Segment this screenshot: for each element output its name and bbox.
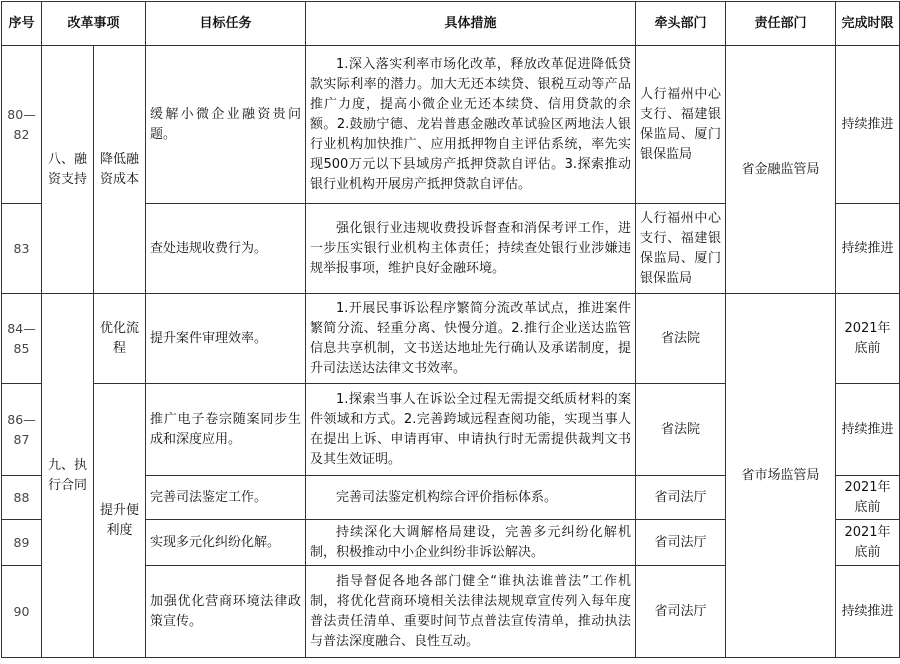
table-row <box>2 294 900 384</box>
header-measures: 具体措施 <box>306 2 636 46</box>
row-measures: 1.探索当事人在诉讼全过程无需提交纸质材料的案件领域和方式。2.完善跨域远程查阅功能，实现当事人在提出上诉、申请再审、申请执行时无需提供裁判文书及其生效证明。 <box>306 384 636 476</box>
row-measures: 1.深入落实利率市场化改革，释放改革促进降低贷款实际利率的潜力。加大无还本续贷、银税互动等产品推广力度，提高小微企业无还本续贷、信用贷款的余额。2.鼓励宁德、龙岩普惠金融改革试验区两地法人银行业机构加快推广、应用抵押物自主评估系统，率先实现500万元以下县域房产抵押贷款自评估。3.探索推动银行业机构开展房产抵押贷款自评估。 <box>306 46 636 204</box>
header-resp: 责任部门 <box>726 2 836 46</box>
row-seq: 84—85 <box>2 294 42 384</box>
row-target: 推广电子卷宗随案同步生成和深度应用。 <box>146 384 306 476</box>
row-target: 查处违规收费行为。 <box>146 204 306 294</box>
row-deadline: 持续推进 <box>836 204 900 294</box>
group-label-contract: 九、执行合同 <box>42 294 94 658</box>
row-lead: 省法院 <box>636 384 726 476</box>
row-lead: 省司法厅 <box>636 520 726 566</box>
row-measures: 指导督促各地各部门健全“谁执法谁普法”工作机制，将优化营商环境相关法律法规规章宣传列入每年度普法责任清单、重要时间节点普法宣传清单，推动执法与普法深度融合、良性互动。 <box>306 566 636 658</box>
row-resp: 省市场监管局 <box>726 294 836 658</box>
row-target: 加强优化营商环境法律政策宣传。 <box>146 566 306 658</box>
row-measures: 1.开展民事诉讼程序繁简分流改革试点，推进案件繁简分流、轻重分离、快慢分道。2.推行企业送达监管信息共享机制，文书送达地址先行确认及承诺制度，提升司法送达法律文书效率。 <box>306 294 636 384</box>
subgroup-label-convenience: 提升便利度 <box>94 384 146 658</box>
row-target: 完善司法鉴定工作。 <box>146 476 306 520</box>
row-seq: 90 <box>2 566 42 658</box>
row-lead: 人行福州中心支行、福建银保监局、厦门银保监局 <box>636 204 726 294</box>
row-deadline: 持续推进 <box>836 46 900 204</box>
row-seq: 86—87 <box>2 384 42 476</box>
row-deadline: 2021年底前 <box>836 476 900 520</box>
row-deadline: 持续推进 <box>836 566 900 658</box>
row-seq: 88 <box>2 476 42 520</box>
row-lead: 省司法厅 <box>636 566 726 658</box>
row-lead: 人行福州中心支行、福建银保监局、厦门银保监局 <box>636 46 726 204</box>
row-deadline: 2021年底前 <box>836 294 900 384</box>
subgroup-label-cost: 降低融资成本 <box>94 46 146 294</box>
row-measures: 强化银行业违规收费投诉督查和消保考评工作，进一步压实银行业机构主体责任；持续查处银行业涉嫌违规举报事项，维护良好金融环境。 <box>306 204 636 294</box>
header-lead: 牵头部门 <box>636 2 726 46</box>
table-row <box>2 46 900 204</box>
row-seq: 83 <box>2 204 42 294</box>
row-target: 实现多元化纠纷化解。 <box>146 520 306 566</box>
row-deadline: 2021年底前 <box>836 520 900 566</box>
row-lead: 省法院 <box>636 294 726 384</box>
subgroup-label-process: 优化流程 <box>94 294 146 384</box>
row-target: 提升案件审理效率。 <box>146 294 306 384</box>
header-seq: 序号 <box>2 2 42 46</box>
header-reform: 改革事项 <box>42 2 146 46</box>
row-lead: 省司法厅 <box>636 476 726 520</box>
row-seq: 89 <box>2 520 42 566</box>
row-seq: 80—82 <box>2 46 42 204</box>
header-target: 目标任务 <box>146 2 306 46</box>
row-resp: 省金融监管局 <box>726 46 836 294</box>
row-target: 缓解小微企业融资贵问题。 <box>146 46 306 204</box>
header-row <box>2 2 900 46</box>
row-measures: 完善司法鉴定机构综合评价指标体系。 <box>306 476 636 520</box>
reform-tasks-table <box>1 1 900 658</box>
group-label-financing: 八、融资支持 <box>42 46 94 294</box>
row-measures: 持续深化大调解格局建设，完善多元纠纷化解机制，积极推动中小企业纠纷非诉讼解决。 <box>306 520 636 566</box>
header-deadline: 完成时限 <box>836 2 900 46</box>
row-deadline: 持续推进 <box>836 384 900 476</box>
